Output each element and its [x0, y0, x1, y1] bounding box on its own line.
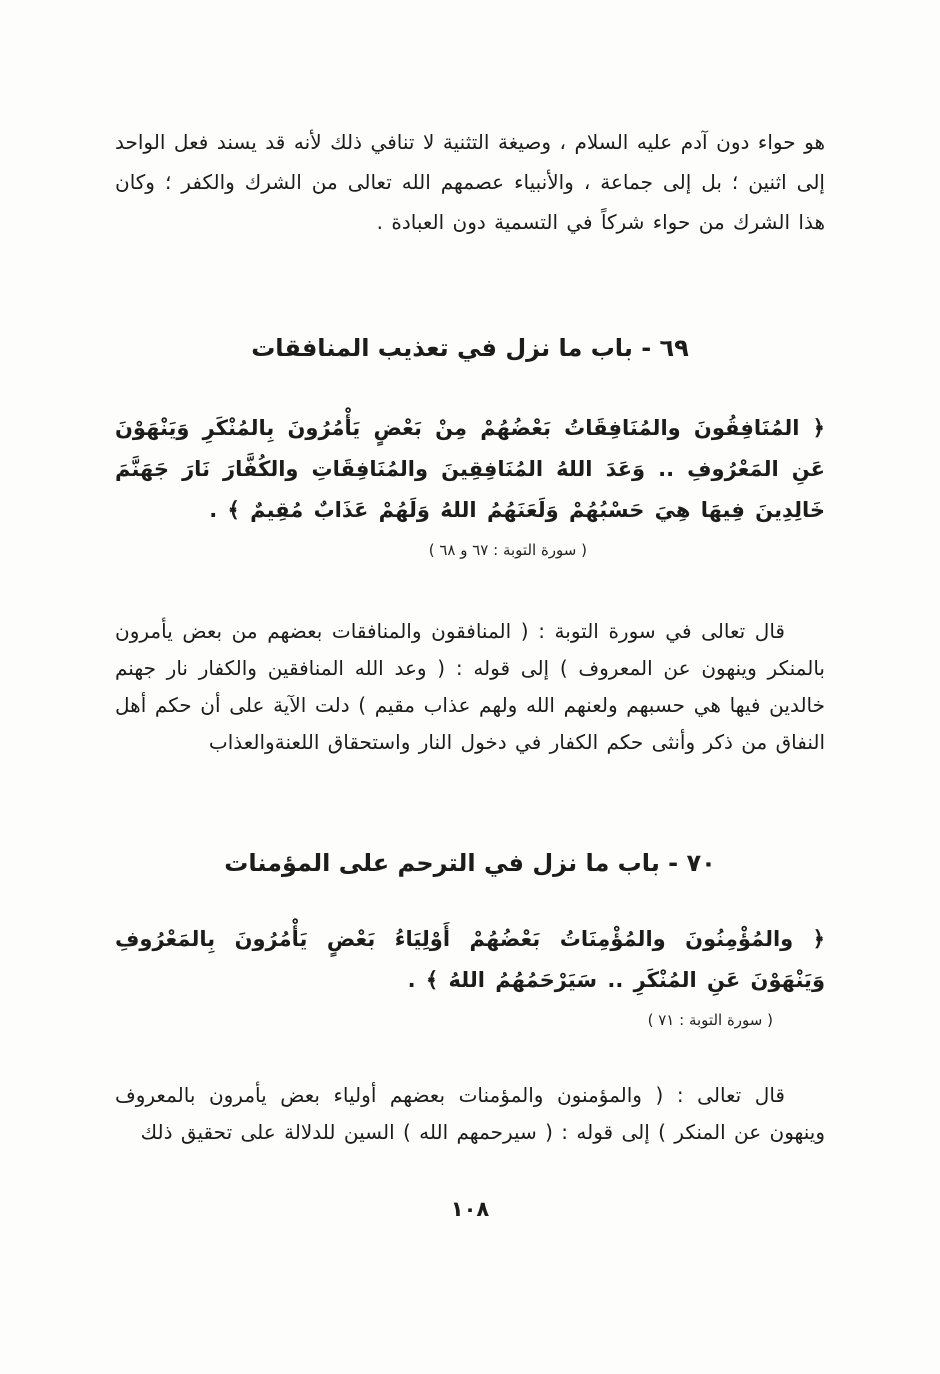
section-70	[115, 849, 825, 1151]
section-69-citation: ( سورة التوبة : ٦٧ و ٦٨ )	[428, 541, 587, 559]
section-70-commentary: قال تعالى : ( والمؤمنون والمؤمنات بعضهم أولياء بعض يأمرون بالمعروف وينهون عن المنكر ) إلى قوله : ( سيرحمهم الله ) السين للدلالة على تحقيق ذلك	[115, 1083, 825, 1144]
page-text-block	[115, 122, 825, 1221]
section-70-citation: ( سورة التوبة : ٧١ )	[647, 1011, 773, 1029]
section-70-heading: ٧٠ - باب ما نزل في الترحم على المؤمنات	[224, 849, 716, 877]
section-70-quran-quote: ﴿ والمُؤْمِنُونَ والمُؤْمِنَاتُ بَعْضُهُمْ أَوْلِيَاءُ بَعْضٍ يَأْمُرُونَ بِالمَعْرُوفِ وَيَنْهَوْنَ عَنِ المُنْكَرِ .. سَيَرْحَمُهُمُ اللهُ ﴾ .	[115, 927, 825, 992]
intro-paragraph: هو حواء دون آدم عليه السلام ، وصيغة التثنية لا تنافي ذلك لأنه قد يسند فعل الواحد إلى اثنين ؛ بل إلى جماعة ، والأنبياء عصمهم الله تعالى من الشرك والكفر ؛ وكان هذا الشرك من حواء شركاً في التسمية دون العبادة .	[115, 130, 825, 234]
page-number: ١٠٨	[450, 1197, 490, 1221]
section-69-commentary: قال تعالى في سورة التوبة : ( المنافقون والمنافقات بعضهم من بعض يأمرون بالمنكر وينهون عن المعروف ) إلى قوله : ( وعد الله المنافقين والكفار نار جهنم خالدين فيها هي حسبهم ولعنهم الله ولهم عذاب مقيم ) دلت الآية على أن حكم أهل النفاق من ذكر وأنثى حكم الكفار في دخول النار واستحقاق اللعنةوالعذاب	[115, 619, 825, 754]
section-69-heading: ٦٩ - باب ما نزل في تعذيب المنافقات	[251, 334, 689, 362]
section-69-quran-quote: ﴿ المُنَافِقُونَ والمُنَافِقَاتُ بَعْضُهُمْ مِنْ بَعْضٍ يَأْمُرُونَ بِالمُنْكَرِ وَيَنْهَوْنَ عَنِ المَعْرُوفِ .. وَعَدَ اللهُ المُنَافِقِينَ والمُنَافِقَاتِ والكُفَّارَ نَارَ جَهَنَّمَ خَالِدِينَ فِيهَا هِيَ حَسْبُهُمْ وَلَعَنَهُمُ اللهُ وَلَهُمْ عَذَابٌ مُقِيمٌ ﴾ .	[115, 416, 825, 522]
section-69	[115, 334, 825, 761]
